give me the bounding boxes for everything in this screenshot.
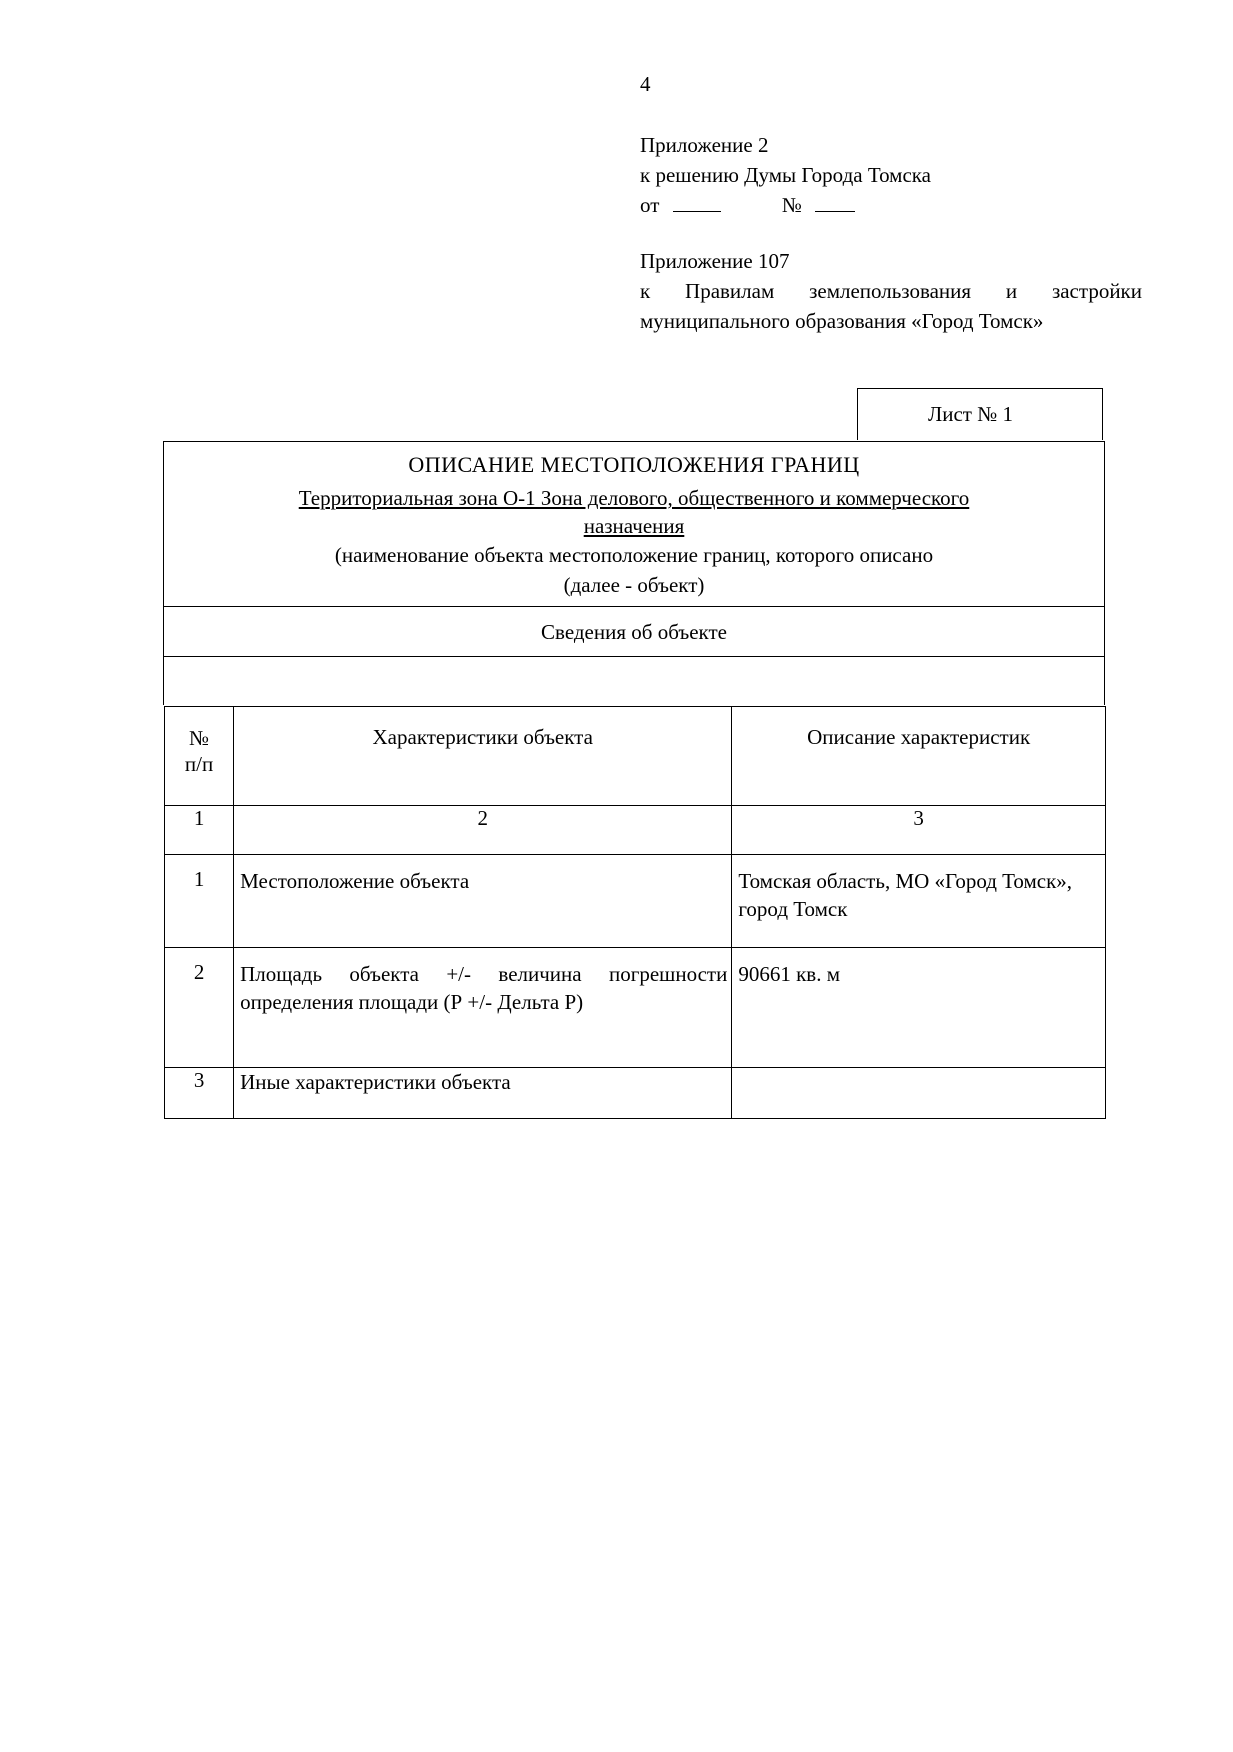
row-characteristic: Площадь объекта +/- величина погрешности определения площади (Р +/- Дельта Р) (234, 948, 732, 1068)
appendix-2-decision: к решению Думы Города Томска (640, 163, 931, 187)
row-characteristic: Иные характеристики объекта (234, 1068, 732, 1119)
row-number: 2 (165, 948, 234, 1068)
characteristics-table (164, 706, 1106, 1119)
appendix-107-rules: к Правилам землепользования и застройки (640, 279, 1142, 303)
date-blank (673, 193, 721, 212)
header-description: Описание характеристик (732, 707, 1106, 806)
header-number (165, 707, 234, 806)
row-value: 90661 кв. м (732, 948, 1106, 1068)
from-label: от (640, 193, 660, 217)
zone-name (163, 484, 1105, 540)
appendix-2-block (640, 130, 1040, 220)
divider (163, 606, 1105, 607)
appendix-2-date-number (640, 190, 1040, 220)
zone-name-line-1: Территориальная зона О-1 Зона делового, общественного и коммерческого (298, 486, 970, 510)
document-title: ОПИСАНИЕ МЕСТОПОЛОЖЕНИЯ ГРАНИЦ (408, 452, 860, 477)
table-row (165, 855, 1106, 948)
object-caption (163, 540, 1105, 600)
row-number: 3 (165, 1068, 234, 1119)
header-number-pp: п/п (184, 752, 214, 776)
table-row (165, 948, 1106, 1068)
header-characteristics: Характеристики объекта (234, 707, 732, 806)
info-heading: Сведения об объекте (541, 620, 727, 644)
zone-name-line-2: назначения (583, 514, 685, 538)
column-number: 1 (165, 806, 234, 855)
row-characteristic: Местоположение объекта (234, 855, 732, 948)
appendix-2-title: Приложение 2 (640, 133, 769, 157)
divider (163, 656, 1105, 657)
row-value (732, 1068, 1106, 1119)
appendix-107-block (640, 246, 1142, 336)
header-number-sign: № (189, 726, 210, 750)
object-caption-line-1: (наименование объекта местоположение границ, которого описано (334, 543, 934, 567)
number-blank (815, 193, 855, 212)
row-number: 1 (165, 855, 234, 948)
page-number: 4 (640, 72, 651, 96)
table-row (165, 1068, 1106, 1119)
column-number-row (165, 806, 1106, 855)
sheet-number: Лист № 1 (928, 402, 1014, 426)
appendix-107-municipality: муниципального образования «Город Томск» (640, 309, 1044, 333)
object-caption-line-2: (далее - объект) (563, 573, 705, 597)
row-value: Томская область, МО «Город Томск», город Томск (732, 855, 1106, 948)
table-header-row (165, 707, 1106, 806)
column-number: 2 (234, 806, 732, 855)
column-number: 3 (732, 806, 1106, 855)
number-label: № (781, 193, 802, 217)
appendix-107-title: Приложение 107 (640, 249, 790, 273)
